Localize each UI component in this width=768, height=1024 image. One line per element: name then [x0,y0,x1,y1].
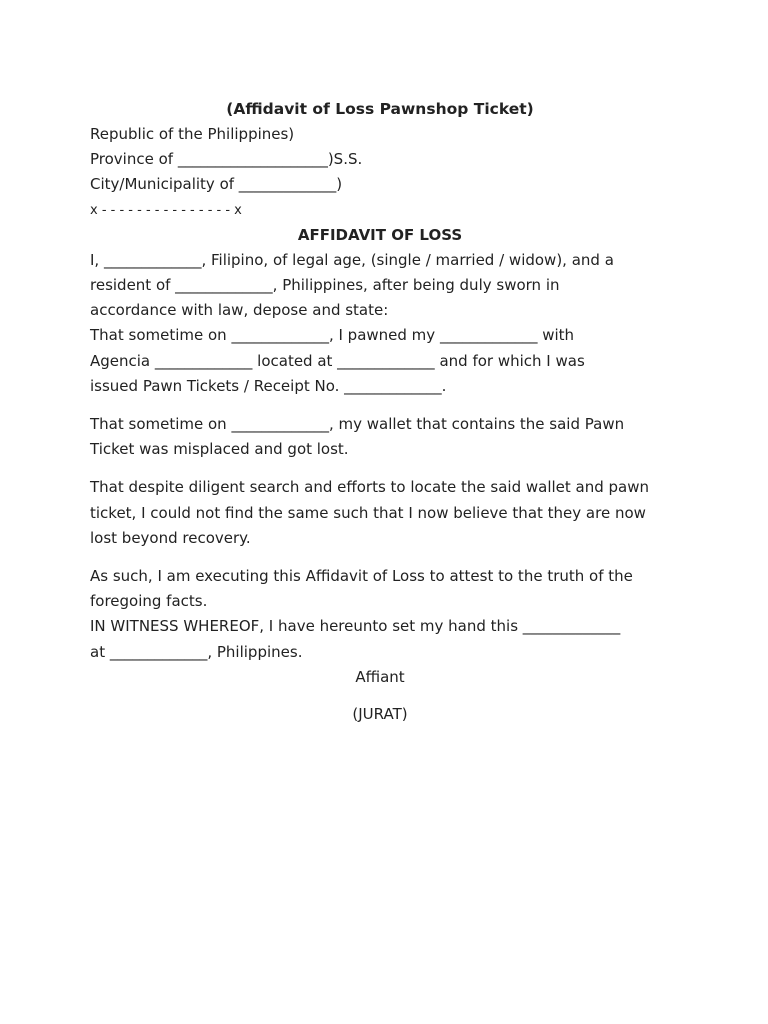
paragraph-witness [90,564,670,665]
venue-line-province: Province of ____________________)S.S. [90,150,363,169]
paragraph-line: I, _____________, Filipino, of legal age, (single / married / widow), and a [90,250,614,269]
paragraph-line: foregoing facts. [90,592,208,611]
venue-line-republic: Republic of the Philippines) [90,125,295,143]
jurat-label: (JURAT) [352,705,408,724]
paragraph-line: As such, I am executing this Affidavit of Loss to attest to the truth of the [90,567,633,586]
affidavit-heading: AFFIDAVIT OF LOSS [297,225,463,244]
paragraph-line: ticket, I could not find the same such that I now believe that they are now [90,503,646,522]
venue-header [90,122,670,223]
paragraph-line: Ticket was misplaced and got lost. [90,440,349,459]
affiant-label: Affiant [355,667,405,686]
venue-line-city: City/Municipality of _____________) [90,175,343,194]
paragraph-loss [90,412,670,462]
paragraph-search [90,475,670,551]
paragraph-line: lost beyond recovery. [90,528,251,547]
paragraph-line: IN WITNESS WHEREOF, I have hereunto set my hand this _____________ [90,617,621,636]
affidavit-document [90,96,670,728]
paragraph-line: resident of _____________, Philippines, after being duly sworn in [90,276,560,295]
paragraph-line: That sometime on _____________, my wallet that contains the said Pawn [90,415,625,434]
paragraph-line: That sometime on _____________, I pawned my _____________ with [90,326,575,345]
paragraph-line: at _____________, Philippines. [90,642,303,661]
document-title: (Affidavit of Loss Pawnshop Ticket) [226,100,534,118]
paragraph-line: issued Pawn Tickets / Receipt No. _____________. [90,376,447,395]
venue-separator: x - - - - - - - - - - - - - - - x [90,202,242,218]
paragraph-line: Agencia _____________ located at _____________ and for which I was [90,351,585,370]
paragraph-line: accordance with law, depose and state: [90,301,389,320]
paragraph-line: That despite diligent search and efforts to locate the said wallet and pawn [90,478,650,497]
paragraph-statement [90,248,670,399]
